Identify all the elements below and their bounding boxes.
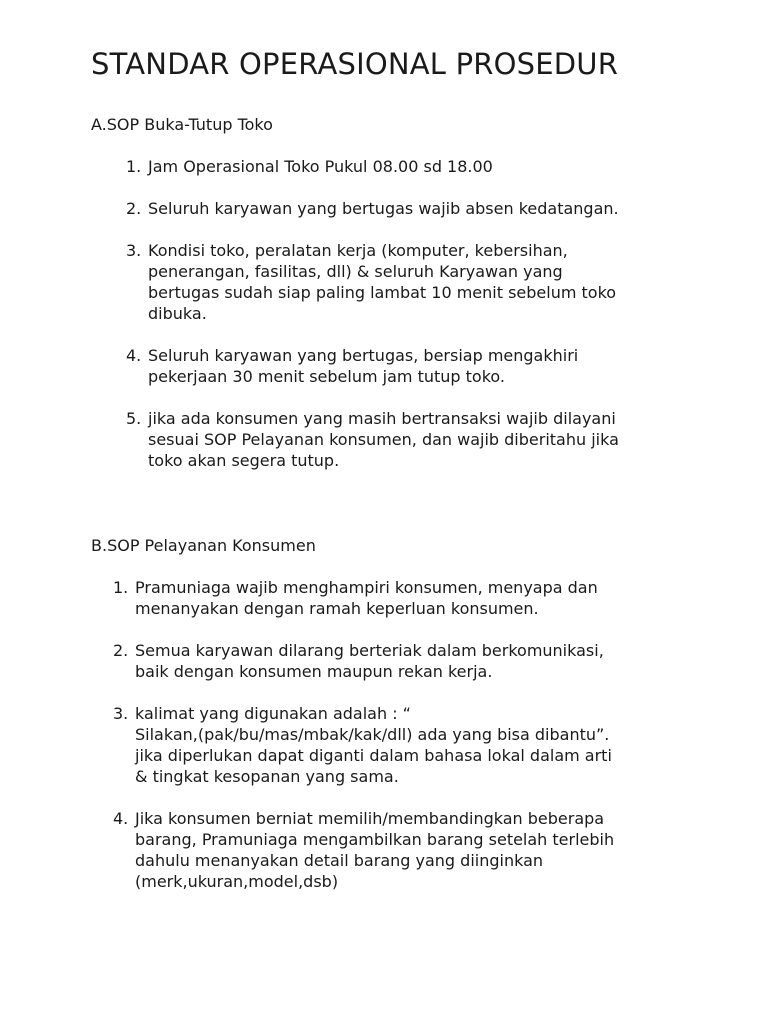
list-item [113, 577, 733, 619]
list-item-number: 5. [126, 409, 142, 428]
list-item-number: 2. [126, 199, 142, 218]
list-item-text: jika ada konsumen yang masih bertransaksi wajib dilayani sesuai SOP Pelayanan konsumen, dan wajib diberitahu jika toko akan segera tutup. [148, 409, 619, 470]
list-item-number: 4. [126, 346, 142, 365]
list-item [113, 808, 733, 892]
list-item [126, 240, 726, 324]
list-item-number: 4. [113, 809, 129, 828]
list-item-number: 1. [113, 578, 129, 597]
list-item-text: Seluruh karyawan yang bertugas, bersiap mengakhiri pekerjaan 30 menit sebelum jam tutup toko. [148, 346, 579, 386]
list-item-number: 3. [126, 241, 142, 260]
list-item [126, 156, 726, 177]
list-item-text: Seluruh karyawan yang bertugas wajib absen kedatangan. [148, 199, 619, 218]
list-item-text: Semua karyawan dilarang berteriak dalam berkomunikasi, baik dengan konsumen maupun rekan kerja. [135, 641, 604, 681]
section-heading-a: A.SOP Buka-Tutup Toko [91, 115, 273, 134]
section-heading-b: B.SOP Pelayanan Konsumen [91, 536, 316, 555]
list-item-text: Jika konsumen berniat memilih/membandingkan beberapa barang, Pramuniaga mengambilkan barang setelah terlebih dahulu menanyakan detail barang yang diinginkan (merk,ukuran,model,dsb) [135, 809, 615, 891]
list-item [126, 198, 726, 219]
list-item-text: Kondisi toko, peralatan kerja (komputer, kebersihan, penerangan, fasilitas, dll) & seluruh Karyawan yang bertugas sudah siap paling lambat 10 menit sebelum toko dibuka. [148, 241, 617, 323]
page-title: STANDAR OPERASIONAL PROSEDUR [91, 47, 619, 81]
list-item-number: 3. [113, 704, 129, 723]
list-item-number: 1. [126, 157, 142, 176]
list-item-text: Pramuniaga wajib menghampiri konsumen, menyapa dan menanyakan dengan ramah keperluan konsumen. [135, 578, 598, 618]
list-item-text: kalimat yang digunakan adalah : “ Silakan,(pak/bu/mas/mbak/kak/dll) ada yang bisa dibantu”. jika diperlukan dapat diganti dalam bahasa lokal dalam arti & tingkat kesopanan yang sama. [135, 704, 612, 786]
list-item [113, 640, 733, 682]
list-item-text: Jam Operasional Toko Pukul 08.00 sd 18.00 [148, 157, 493, 176]
list-item [113, 703, 733, 787]
list-item-number: 2. [113, 641, 129, 660]
list-item [126, 408, 726, 471]
list-item [126, 345, 726, 387]
